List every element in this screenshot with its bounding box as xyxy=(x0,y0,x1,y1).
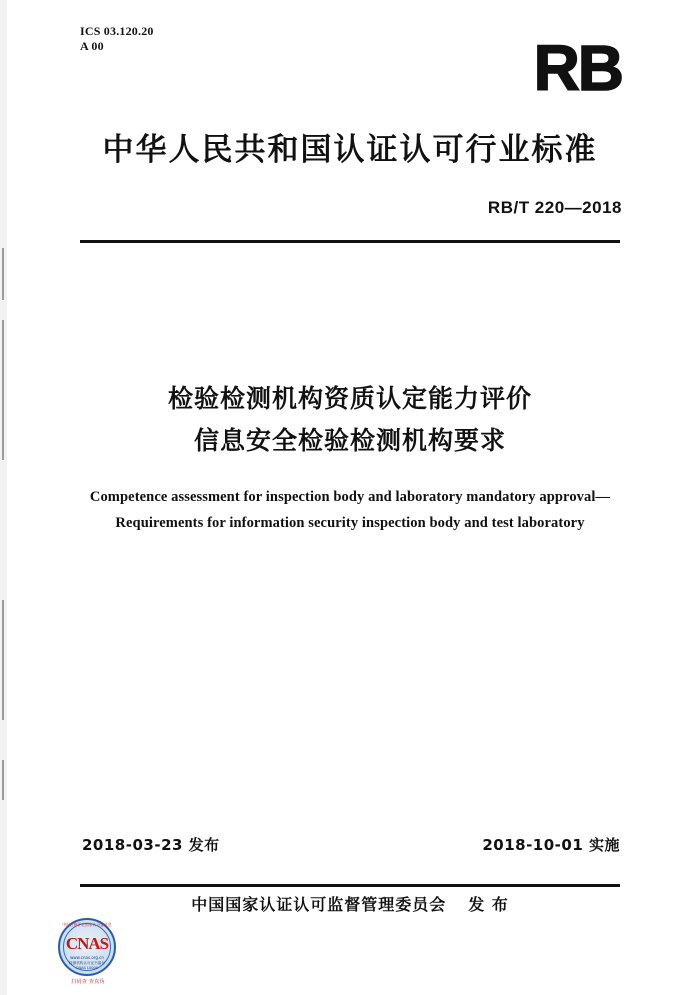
issue-date: 2018-03-23 发布 xyxy=(82,836,220,854)
scan-mark xyxy=(2,600,4,720)
cnas-seal-icon xyxy=(54,918,122,986)
title-en-line-1: Competence assessment for inspection body and laboratory mandatory approval— xyxy=(89,489,611,505)
seal-caption: 扫码查 查真伪 xyxy=(71,979,105,985)
publisher-verb: 发 布 xyxy=(468,895,509,914)
publisher-name: 中国国家认证认可监督管理委员会 xyxy=(191,895,447,914)
publisher-line xyxy=(0,892,700,915)
standard-number: RB/T 220—2018 xyxy=(487,198,622,217)
implementation-date: 2018-10-01 实施 xyxy=(482,836,620,854)
ics-classification-block xyxy=(80,24,154,54)
title-cn-line-2: 信息安全检验检测机构要求 xyxy=(193,426,506,455)
header-divider xyxy=(80,240,620,243)
seal-code-line-1: 检测机构认可证书编号 xyxy=(69,961,105,965)
footer-divider xyxy=(80,884,620,887)
seal-center-text: CNAS xyxy=(65,934,109,953)
rb-logo: RB xyxy=(533,32,622,104)
ics-code: ICS 03.120.20 xyxy=(80,24,154,38)
document-title-english xyxy=(0,484,700,536)
title-en-line-2: Requirements for information security inspection body and test laboratory xyxy=(115,515,585,531)
seal-code-line-2: CNAS L0000 xyxy=(75,966,99,970)
scan-mark xyxy=(2,760,4,800)
title-cn-line-1: 检验检测机构资质认定能力评价 xyxy=(167,384,532,413)
seal-url: www.cnas.org.cn xyxy=(70,955,104,960)
seal-arc-text: 中国合格评定国家认可委员会 xyxy=(62,922,112,928)
series-title: 中华人民共和国认证认可行业标准 xyxy=(102,132,598,168)
scan-mark xyxy=(2,248,4,300)
document-title-chinese xyxy=(0,378,700,462)
ccs-code: A 00 xyxy=(80,39,104,53)
